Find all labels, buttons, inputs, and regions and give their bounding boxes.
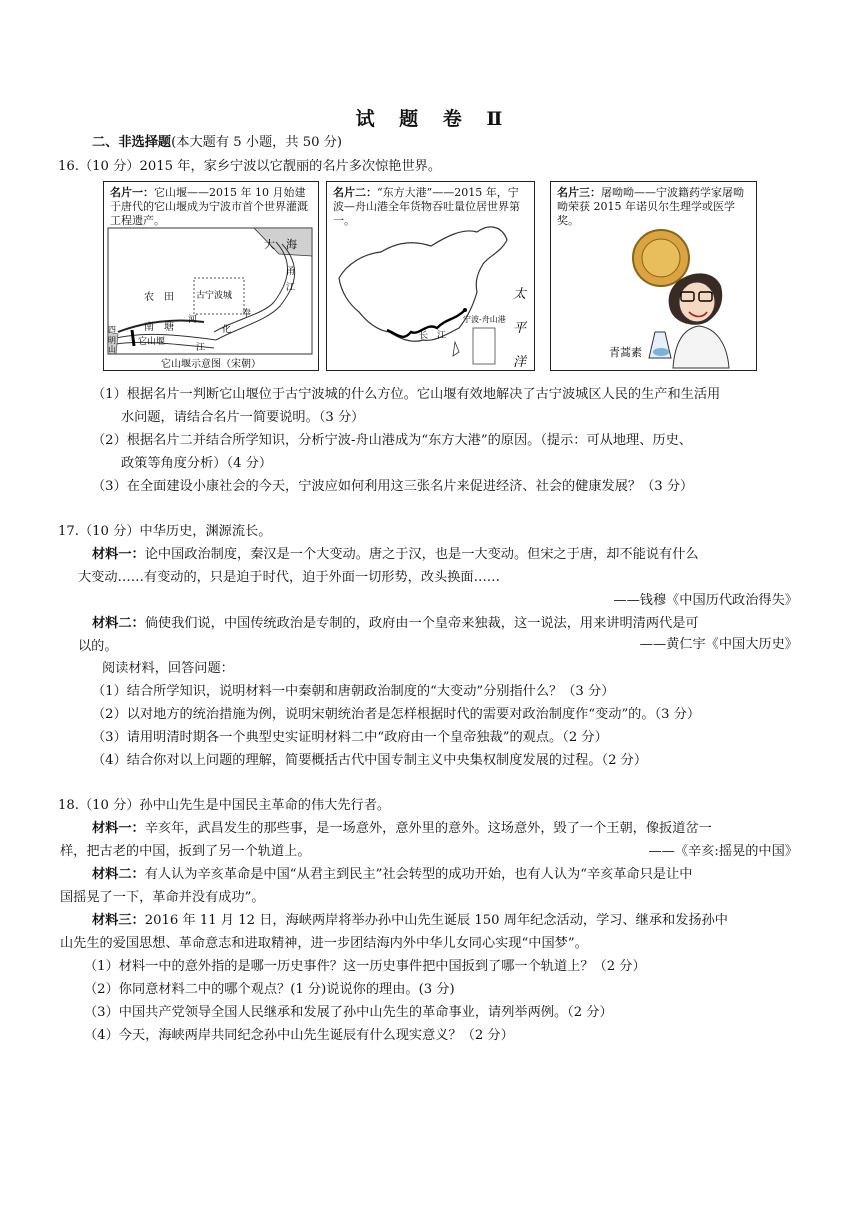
q18-m3-label: 材料三： — [92, 913, 145, 928]
q18-m2-label: 材料二： — [92, 867, 145, 882]
q16-item-1a: （1）根据名片一判断它山堰位于古宁波城的什么方位。它山堰有效地解决了古宁波城区人民的生产和生活用 — [92, 387, 721, 402]
tuyouyou-illustration — [551, 182, 756, 370]
map2-label-changjiang: 长 江 — [419, 331, 447, 341]
q18-m3-text1: 2016 年 11 月 12 日，海峡两岸将举办孙中山先生诞辰 150 周年纪念活动，学习、继承和发扬孙中 — [144, 913, 728, 928]
q18-item-1: （1）材料一中的意外指的是哪一历史事件？这一历史事件把中国扳到了哪一个轨道上？（2 分） — [84, 959, 646, 974]
map1-label-farmland: 农 田 — [144, 292, 174, 303]
map1-label-yong: 甬 — [286, 267, 296, 277]
card3-desc: 屠呦呦——宁波籍药学家屠呦呦荣获 2015 年诺贝尔生理学或医学奖。 — [557, 186, 744, 227]
card2-label: 名片二： — [333, 186, 377, 199]
q18-material3-line2: 山先生的爱国思想、革命意志和进取精神，进一步团结海内外中华儿女同心实现“中国梦”。 — [60, 936, 588, 951]
map2-label-yang: 洋 — [513, 355, 527, 370]
card1-desc: 它山堰——2015 年 10 月始建于唐代的它山堰成为宁波市首个世界灌溉工程遗产。 — [110, 186, 308, 227]
q18-material2-line2: 国摇晃了一下，革命并没有成功”。 — [60, 890, 265, 905]
map1-label-feng: 奉 — [242, 309, 252, 319]
q17-material1-line1 — [92, 546, 699, 564]
map2-label-ping: 平 — [513, 321, 527, 336]
q18-material2-line1 — [92, 866, 692, 884]
map1-label-hua: 化 — [222, 325, 232, 335]
q18-stem: 18.（10 分）孙中山先生是中国民主革命的伟大先行者。 — [58, 798, 391, 813]
tashanyan-map — [104, 182, 318, 370]
q18-material1-source: ——《辛亥:摇晃的中国》 — [648, 844, 798, 859]
map1-label-he: 河 — [188, 315, 198, 325]
map2-label-tai: 太 — [513, 287, 527, 302]
card1-label: 名片一： — [110, 186, 154, 199]
q18-item-2: （2）你同意材料二中的哪个观点？(1 分)说说你的理由。(3 分) — [84, 982, 455, 997]
map1-label-ming: 明 — [108, 336, 116, 345]
section-label: 二、非选择题 — [92, 135, 172, 150]
q17-m2-text1: 倘使我们说，中国传统政治是专制的，政府由一个皇帝来独裁，这一说法，用来讲明清两代是可 — [144, 616, 699, 631]
lab-coat-shape — [673, 326, 729, 368]
q18-item-4: （4）今天，海峡两岸共同纪念孙中山先生诞辰有什么现实意义？（2 分） — [84, 1028, 514, 1043]
map1-label-si: 四 — [108, 325, 116, 334]
card-tashanyan — [103, 181, 319, 371]
q17-m1-label: 材料一： — [92, 547, 145, 562]
q17-item-1: （1）结合所学知识，说明材料一中秦朝和唐朝政治制度的“大变动”分别指什么？（3 分） — [92, 684, 615, 699]
q16-item-3: （3）在全面建设小康社会的今天，宁波应如何利用这三张名片来促进经济、社会的健康发展？（3 分） — [92, 479, 694, 494]
q18-material1-line1 — [92, 820, 712, 838]
q17-material2-line2: 以的。 — [78, 639, 118, 654]
q17-item-3: （3）请用明清时期各一个典型史实证明材料二中“政府由一个皇帝独裁”的观点。（2 分） — [92, 730, 608, 745]
map1-label-sea: 大 海 — [264, 238, 297, 251]
card2-text — [333, 186, 528, 228]
section-heading — [92, 134, 342, 152]
q18-material3-line1 — [92, 912, 728, 930]
q17-prompt: 阅读材料，回答问题： — [102, 661, 234, 676]
q18-m2-text1: 有人认为辛亥革命是中国“从君主到民主”社会转型的成功开始，也有人认为“辛亥革命只是让中 — [144, 867, 693, 882]
q17-item-4: （4）结合你对以上问题的理解，简要概括古代中国专制主义中央集权制度发展的过程。（2 分） — [92, 753, 648, 768]
card2-desc: “东方大港”——2015 年，宁波—舟山港全年货物吞吐量位居世界第一。 — [333, 186, 520, 227]
card-port — [326, 181, 535, 371]
section-note: (本大题有 5 小题，共 50 分) — [171, 135, 343, 150]
artemisinin-label: 青蒿素 — [609, 346, 642, 359]
map1-label-jiang2: 江 — [196, 343, 206, 353]
page-title: 试 题 卷 Ⅱ — [355, 108, 505, 130]
q16-item-1b: 水问题，请结合名片一简要说明。（3 分） — [121, 410, 365, 425]
q17-material2-line1 — [92, 615, 699, 633]
q17-item-2: （2）以对地方的统治措施为例，说明宋朝统治者是怎样根据时代的需要对政治制度作“变动”的。（3 分） — [92, 707, 701, 722]
q18-material1-line2: 样，把古老的中国，扳到了另一个轨道上。 — [60, 844, 311, 859]
map1-label-tang: 塘 — [164, 322, 174, 333]
map1-label-city: 古宁波城 — [196, 291, 233, 301]
q16-stem: 16.（10 分）2015 年，家乡宁波以它靓丽的名片多次惊艳世界。 — [58, 159, 442, 174]
q18-m1-text1: 辛亥年，武昌发生的那些事，是一场意外，意外里的意外。这场意外，毁了一个王朝，像扳道岔一 — [144, 821, 712, 836]
map1-caption: 它山堰示意图（宋朝） — [161, 359, 261, 370]
q17-material1-line2: 大变动……有变动的，只是迫于时代，迫于外面一切形势，改头换面…… — [78, 570, 500, 585]
q17-material2-source: ——黄仁宇《中国大历史》 — [639, 637, 798, 652]
q17-material1-source: ——钱穆《中国历代政治得失》 — [613, 593, 798, 608]
q16-item-2a: （2）根据名片二并结合所学知识，分析宁波-舟山港成为“东方大港”的原因。（提示：可从地理、历史、 — [92, 433, 692, 448]
map1-label-jiang1: 江 — [286, 283, 296, 293]
q18-item-3: （3）中国共产党领导全国人民继承和发展了孙中山先生的革命事业，请列举两例。（2 分） — [84, 1005, 613, 1020]
card-tuyouyou — [550, 181, 757, 371]
q18-m1-label: 材料一： — [92, 821, 145, 836]
map1-label-shan: 山 — [108, 345, 116, 354]
q17-m2-label: 材料二： — [92, 616, 145, 631]
card3-label: 名片三： — [557, 186, 601, 199]
map1-label-tashanyan: 它山堰 — [138, 337, 166, 347]
map1-label-nan: 南 — [144, 322, 154, 333]
q16-item-2b: 政策等角度分析）（4 分） — [121, 456, 273, 471]
q17-m1-text1: 论中国政治制度，秦汉是一个大变动。唐之于汉，也是一大变动。但宋之于唐，却不能说有什么 — [144, 547, 699, 562]
q17-stem: 17.（10 分）中华历史，渊源流长。 — [58, 524, 272, 539]
map2-label-port: 宁波-舟山港 — [463, 315, 506, 324]
